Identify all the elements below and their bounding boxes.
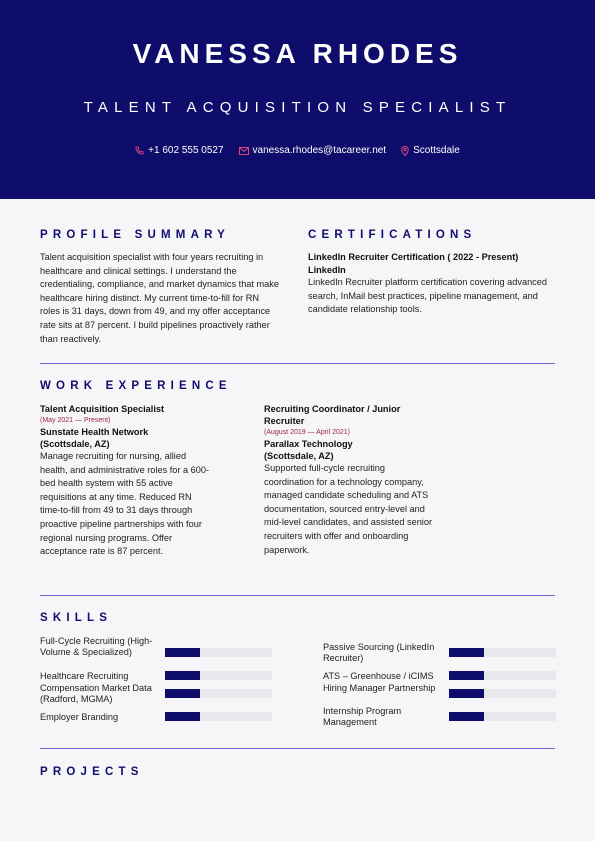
skill-bar	[165, 671, 272, 680]
job-dates: (August 2019 — April 2021)	[264, 429, 350, 436]
mail-icon	[239, 147, 249, 155]
skill-bar-fill	[449, 689, 484, 698]
contact-email[interactable]	[239, 145, 387, 156]
location-pin-icon	[401, 146, 409, 156]
skill-bar	[165, 712, 272, 721]
skill-label: Healthcare Recruiting	[40, 671, 129, 681]
skill-bar-fill	[165, 671, 200, 680]
section-divider	[40, 363, 555, 364]
certification-description: LinkedIn Recruiter platform certification covering advanced search, InMail best practices, pipeline management, and candidate relationship tools.	[308, 277, 547, 315]
section-divider	[40, 595, 555, 596]
resume-header	[0, 0, 595, 199]
skill-label: Employer Branding	[40, 712, 119, 722]
job-description: Manage recruiting for nursing, allied health, and administrative roles for a 600-bed health system with 55 active requisitions at any time. Reduced RN time-to-fill from 49 to 31 days through proactive pipeline partnerships with four regional nursing programs. Offer acceptance rate is 87 percent.	[40, 451, 210, 557]
skill-bar-fill	[449, 712, 484, 721]
projects-heading: PROJECTS	[40, 766, 144, 778]
section-divider	[40, 748, 555, 749]
skill-bar	[165, 689, 272, 698]
skill-label: Compensation Market Data (Radford, MGMA)	[40, 683, 152, 704]
certifications-heading: CERTIFICATIONS	[308, 229, 477, 241]
profile-summary-heading: PROFILE SUMMARY	[40, 229, 231, 241]
profile-summary-text: Talent acquisition specialist with four years recruiting in healthcare and clinical settings. I understand the credentialing, compliance, and market dynamics that make healthcare hiring distinct. My current time-to-fill for RN roles is 31 days, down from 49, and my offer acceptance rate sits at 87 percent. I build pipelines proactively rather than reactively.	[40, 252, 279, 344]
job-entry	[40, 403, 210, 559]
skill-bar-fill	[165, 648, 200, 657]
skill-bar	[165, 648, 272, 657]
skill-label: Full-Cycle Recruiting (High-Volume & Specialized)	[40, 636, 153, 657]
job-location: (Scottsdale, AZ)	[40, 439, 110, 449]
skills-heading: SKILLS	[40, 612, 113, 624]
job-entry	[264, 403, 434, 557]
certification-issuer: LinkedIn	[308, 264, 346, 275]
job-description: Supported full-cycle recruiting coordination for a technology company, managed candidate scheduling and ATS documentation, sourced entry-level and mid-level candidates, and assisted senior recruiters with offer and onboarding paperwork.	[264, 463, 433, 555]
email-text: vanessa.rhodes@tacareer.net	[252, 145, 387, 156]
skill-label: Hiring Manager Partnership	[323, 683, 436, 693]
job-title: Recruiting Coordinator / Junior Recruiter	[264, 404, 401, 426]
skill-bar-fill	[449, 671, 484, 680]
skill-bar	[449, 671, 556, 680]
skill-label: Passive Sourcing (LinkedIn Recruiter)	[323, 642, 435, 663]
job-title: Talent Acquisition Specialist	[40, 404, 165, 414]
phone-icon	[135, 146, 144, 155]
candidate-name: VANESSA RHODES	[132, 38, 463, 69]
job-location: (Scottsdale, AZ)	[264, 451, 334, 461]
skill-bar-fill	[449, 648, 484, 657]
skill-bar	[449, 648, 556, 657]
job-company: Sunstate Health Network	[40, 427, 149, 437]
location-text: Scottsdale	[413, 145, 460, 156]
contact-location	[401, 145, 460, 156]
skill-label: Internship Program Management	[323, 706, 402, 727]
skill-label: ATS – Greenhouse / iCIMS	[323, 671, 434, 681]
skill-bar	[449, 712, 556, 721]
skill-bar-fill	[165, 712, 200, 721]
phone-text: +1 602 555 0527	[148, 145, 224, 156]
certification-title: LinkedIn Recruiter Certification ( 2022 - Present)	[308, 252, 519, 262]
contact-phone[interactable]	[135, 145, 223, 156]
skill-bar-fill	[165, 689, 200, 698]
certification-item	[308, 251, 548, 317]
contact-bar	[0, 145, 595, 156]
job-dates: (May 2021 — Present)	[40, 417, 111, 424]
job-company: Parallax Technology	[264, 439, 353, 449]
work-experience-heading: WORK EXPERIENCE	[40, 380, 232, 392]
skill-bar	[449, 689, 556, 698]
candidate-title: TALENT ACQUISITION SPECIALIST	[83, 99, 512, 116]
